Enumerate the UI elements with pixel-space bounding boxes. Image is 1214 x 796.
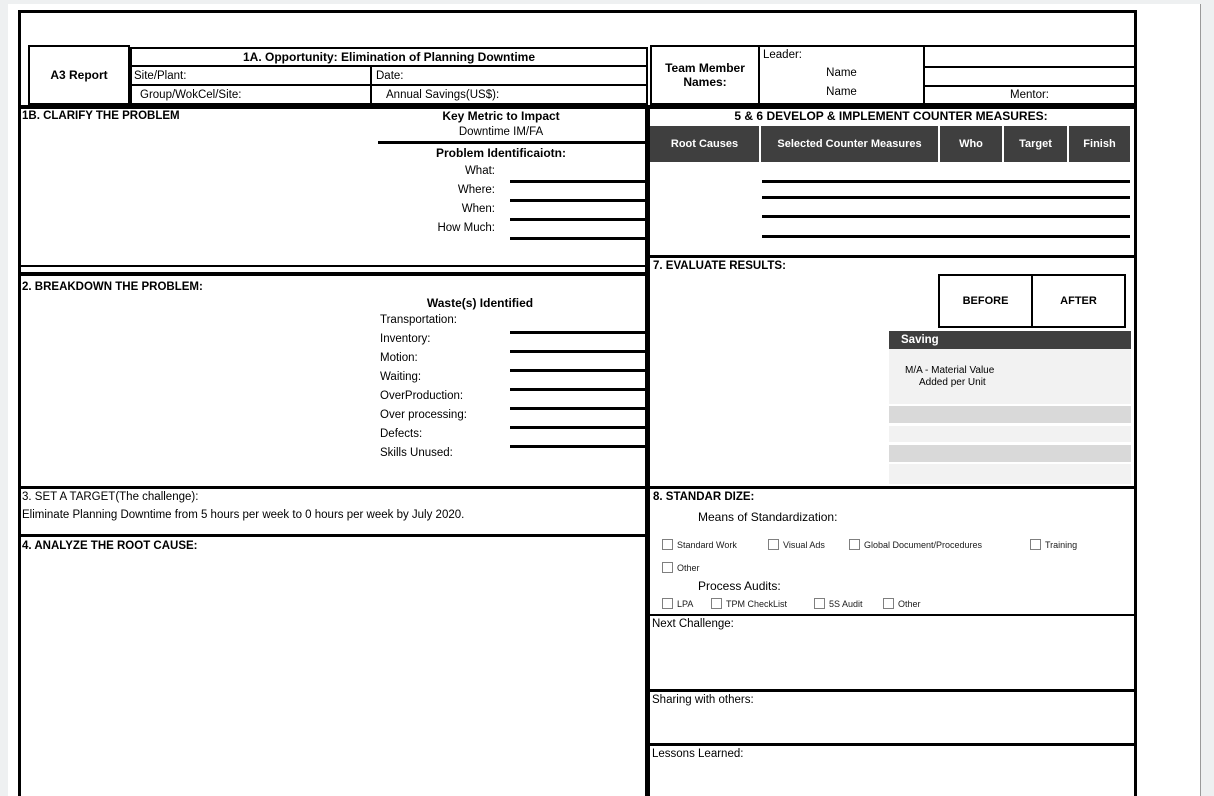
saving-header: Saving xyxy=(889,331,1131,349)
waste-label-inventory: Inventory: xyxy=(380,333,431,345)
input-line[interactable] xyxy=(510,369,646,372)
checkbox-label: LPA xyxy=(677,598,694,609)
process-audits-label: Process Audits: xyxy=(698,579,781,593)
checkbox-audit-other[interactable] xyxy=(883,598,921,609)
input-line[interactable] xyxy=(378,141,646,144)
checkbox-5s-audit[interactable] xyxy=(814,598,863,609)
annual-savings-label: Annual Savings(US$): xyxy=(386,88,500,101)
checkbox-visual-ads[interactable] xyxy=(768,539,825,550)
root-cause-title: 4. ANALYZE THE ROOT CAUSE: xyxy=(22,540,198,552)
checkbox-label: Visual Ads xyxy=(783,539,825,550)
checkbox-icon[interactable] xyxy=(849,539,860,550)
evaluate-title: 7. EVALUATE RESULTS: xyxy=(653,260,786,272)
input-line[interactable] xyxy=(510,331,646,334)
checkbox-icon[interactable] xyxy=(768,539,779,550)
input-line[interactable] xyxy=(762,235,1130,238)
col-selected-counter-measures: Selected Counter Measures xyxy=(761,126,938,162)
counter-measures-title: 5 & 6 DEVELOP & IMPLEMENT COUNTER MEASURES: xyxy=(734,109,1048,123)
input-line[interactable] xyxy=(510,199,646,202)
metric-line-2: Added per Unit xyxy=(919,377,986,388)
input-line[interactable] xyxy=(762,196,1130,199)
problem-id-label: Problem Identificaiotn: xyxy=(435,146,566,160)
divider xyxy=(21,265,645,267)
target-statement[interactable]: Eliminate Planning Downtime from 5 hours per week to 0 hours per week by July 2020. xyxy=(22,509,465,521)
checkbox-icon[interactable] xyxy=(1030,539,1041,550)
input-line[interactable] xyxy=(510,426,646,429)
checkbox-label: TPM CheckList xyxy=(726,598,788,609)
divider xyxy=(650,743,1134,746)
mentor-cell[interactable] xyxy=(923,85,1136,105)
wastes-title: Waste(s) Identified xyxy=(426,296,534,310)
col-finish: Finish xyxy=(1069,126,1130,162)
saving-row[interactable] xyxy=(889,406,1131,423)
waste-label-defects: Defects: xyxy=(380,428,423,440)
field-label-where: Where: xyxy=(457,184,495,196)
report-title: A3 Report xyxy=(50,68,108,82)
mentor-label: Mentor: xyxy=(1010,89,1049,101)
leader-name-box[interactable] xyxy=(923,45,1136,68)
saving-row[interactable] xyxy=(889,426,1131,442)
input-line[interactable] xyxy=(510,388,646,391)
input-line[interactable] xyxy=(510,350,646,353)
next-challenge-label: Next Challenge: xyxy=(652,618,734,630)
waste-label-overprocessing: Over processing: xyxy=(380,409,467,421)
waste-label-motion: Motion: xyxy=(380,352,418,364)
date-label: Date: xyxy=(376,69,404,82)
target-title: 3. SET A TARGET(The challenge): xyxy=(22,491,199,503)
checkbox-label: Training xyxy=(1045,539,1078,550)
checkbox-label: Other xyxy=(898,598,921,609)
divider xyxy=(21,272,645,276)
lessons-area[interactable] xyxy=(652,764,1132,794)
input-line[interactable] xyxy=(762,180,1130,183)
saving-row[interactable] xyxy=(889,464,1131,484)
group-field[interactable] xyxy=(130,84,372,105)
col-target: Target xyxy=(1004,126,1067,162)
after-cell[interactable]: AFTER xyxy=(1031,274,1126,328)
sharing-label: Sharing with others: xyxy=(652,694,754,706)
input-line[interactable] xyxy=(510,218,646,221)
checkbox-label: Standard Work xyxy=(677,539,737,550)
means-label: Means of Standardization: xyxy=(698,510,838,524)
standardize-title: 8. STANDAR DIZE: xyxy=(653,491,755,503)
checkbox-label: 5S Audit xyxy=(829,598,863,609)
report-title-cell xyxy=(28,45,130,105)
group-label: Group/WokCel/Site: xyxy=(140,88,242,101)
checkbox-training[interactable] xyxy=(1030,539,1077,550)
saving-row[interactable] xyxy=(889,445,1131,462)
team-name-2[interactable]: Name xyxy=(826,86,857,98)
divider xyxy=(21,486,645,489)
col-root-causes: Root Causes xyxy=(650,126,759,162)
opportunity-title: 1A. Opportunity: Elimination of Planning Downtime xyxy=(243,50,535,64)
field-label-what: What: xyxy=(464,165,495,177)
metric-line-1: M/A - Material Value xyxy=(905,365,995,376)
team-member-label: Team Member Names: xyxy=(665,61,745,89)
breakdown-title: 2. BREAKDOWN THE PROBLEM: xyxy=(22,281,203,293)
checkbox-label: Global Document/Procedures xyxy=(864,539,983,550)
waste-label-overproduction: OverProduction: xyxy=(380,390,464,402)
checkbox-icon[interactable] xyxy=(711,598,722,609)
leader-label: Leader: xyxy=(763,49,803,61)
input-line[interactable] xyxy=(510,407,646,410)
input-line[interactable] xyxy=(510,445,646,448)
divider xyxy=(650,689,1134,692)
date-field[interactable] xyxy=(370,65,648,86)
checkbox-icon[interactable] xyxy=(662,539,673,550)
input-line[interactable] xyxy=(510,237,646,240)
divider xyxy=(21,534,645,537)
checkbox-lpa[interactable] xyxy=(662,598,693,609)
leader-cell[interactable] xyxy=(758,45,925,105)
key-metric-value[interactable]: Downtime IM/FA xyxy=(458,126,544,138)
waste-label-skills-unused: Skills Unused: xyxy=(380,447,453,459)
checkbox-label: Other xyxy=(677,562,700,573)
checkbox-standard-work[interactable] xyxy=(662,539,737,550)
team-name-1[interactable]: Name xyxy=(826,67,857,79)
annual-savings-field[interactable] xyxy=(370,84,648,105)
checkbox-icon[interactable] xyxy=(814,598,825,609)
col-who: Who xyxy=(940,126,1002,162)
clarify-title: 1B. CLARIFY THE PROBLEM xyxy=(22,110,180,122)
counter-measures-header-row xyxy=(650,126,1132,162)
input-line[interactable] xyxy=(510,180,646,183)
sharing-area[interactable] xyxy=(652,710,1132,742)
waste-label-transportation: Transportation: xyxy=(380,314,457,326)
checkbox-global-document[interactable] xyxy=(849,539,982,550)
before-cell[interactable]: BEFORE xyxy=(938,274,1033,328)
divider xyxy=(650,486,1134,489)
field-label-when: When: xyxy=(461,203,495,215)
site-plant-label: Site/Plant: xyxy=(134,69,187,82)
team-member-cell xyxy=(650,45,760,105)
checkbox-icon[interactable] xyxy=(662,562,673,573)
opportunity-title-cell xyxy=(130,47,648,67)
pane-divider xyxy=(645,105,650,796)
key-metric-label: Key Metric to Impact xyxy=(442,109,560,123)
waste-label-waiting: Waiting: xyxy=(380,371,422,383)
checkbox-icon[interactable] xyxy=(883,598,894,609)
member-name-box[interactable] xyxy=(923,66,1136,87)
checkbox-means-other[interactable] xyxy=(662,562,700,573)
site-plant-field[interactable] xyxy=(130,65,372,86)
divider xyxy=(650,614,1134,616)
next-challenge-area[interactable] xyxy=(652,634,1132,688)
saving-metric-block xyxy=(889,349,1131,404)
input-line[interactable] xyxy=(762,215,1130,218)
before-after-table xyxy=(938,274,1126,328)
checkbox-tpm-checklist[interactable] xyxy=(711,598,787,609)
field-label-how-much: How Much: xyxy=(437,222,495,234)
checkbox-icon[interactable] xyxy=(662,598,673,609)
divider xyxy=(650,255,1134,258)
lessons-label: Lessons Learned: xyxy=(652,748,744,760)
